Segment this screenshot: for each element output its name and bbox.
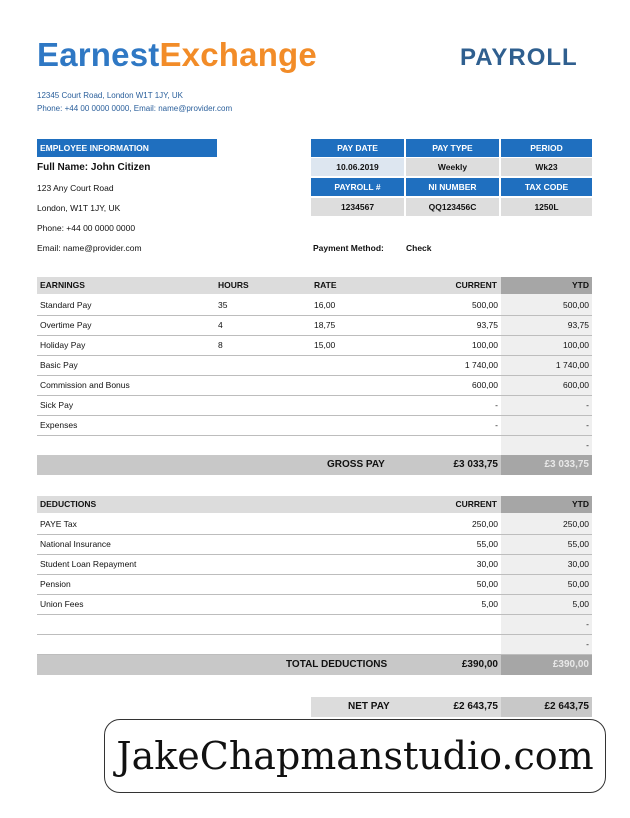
- earnings-row: [37, 375, 592, 396]
- gross-pay-row: [37, 455, 592, 475]
- earnings-row: [37, 415, 592, 436]
- deduction-row: [37, 594, 592, 615]
- deduction-item: PAYE Tax: [40, 519, 77, 529]
- deduction-ytd: 250,00: [563, 519, 589, 529]
- earnings-hours: 35: [218, 300, 228, 310]
- watermark: JakeChapmanstudio.com: [104, 719, 606, 793]
- earnings-current: -: [495, 400, 498, 410]
- tax-code-header: TAX CODE: [501, 178, 592, 196]
- earnings-current: 500,00: [472, 300, 498, 310]
- earnings-current: 1 740,00: [464, 360, 498, 370]
- earnings-rate: 15,00: [314, 340, 336, 350]
- employee-phone: Phone: +44 00 0000 0000: [37, 223, 136, 233]
- earnings-ytd: 600,00: [563, 380, 589, 390]
- total-deductions-ytd: £390,00: [552, 659, 589, 670]
- ytd-col-label: YTD: [572, 280, 589, 290]
- payment-method-label: Payment Method:: [313, 243, 384, 253]
- earnings-current: 600,00: [472, 380, 498, 390]
- deduction-item: Student Loan Repayment: [40, 559, 137, 569]
- deduction-item: Union Fees: [40, 599, 84, 609]
- earnings-row: [37, 355, 592, 376]
- employee-address-line1: 123 Any Court Road: [37, 183, 114, 193]
- earnings-item: Expenses: [40, 420, 78, 430]
- gross-pay-ytd: £3 033,75: [544, 459, 589, 470]
- earnings-item: Holiday Pay: [40, 340, 86, 350]
- net-pay-row: [311, 697, 592, 717]
- earnings-col-label: EARNINGS: [40, 280, 85, 290]
- deduction-current: 250,00: [472, 519, 498, 529]
- employee-name: Full Name: John Citizen: [37, 162, 151, 173]
- deduction-row: [37, 574, 592, 595]
- earnings-ytd: 100,00: [563, 340, 589, 350]
- employee-email: Email: name@provider.com: [37, 243, 142, 253]
- total-deductions-current: £390,00: [461, 659, 498, 670]
- rate-col-label: RATE: [314, 280, 337, 290]
- earnings-item: Overtime Pay: [40, 320, 92, 330]
- earnings-row: [37, 315, 592, 336]
- earnings-ytd: -: [586, 420, 589, 430]
- deduction-row: [37, 534, 592, 555]
- gross-pay-current: £3 033,75: [453, 459, 498, 470]
- company-logo: EarnestExchange: [37, 36, 317, 73]
- earnings-item: Basic Pay: [40, 360, 78, 370]
- deduction-current: 30,00: [476, 559, 498, 569]
- earnings-ytd: 500,00: [563, 300, 589, 310]
- earnings-rate: 18,75: [314, 320, 336, 330]
- earnings-row: [37, 395, 592, 416]
- deductions-ytd-col-label: YTD: [572, 499, 589, 509]
- deduction-row: [37, 614, 592, 635]
- tax-code-value: 1250L: [501, 198, 592, 216]
- ni-number-value: QQ123456C: [406, 198, 499, 216]
- earnings-hours: 8: [218, 340, 223, 350]
- deductions-col-label: DEDUCTIONS: [40, 499, 97, 509]
- payroll-number-value: 1234567: [311, 198, 404, 216]
- earnings-ytd: -: [586, 440, 589, 450]
- deduction-ytd: -: [586, 619, 589, 629]
- payroll-number-header: PAYROLL #: [311, 178, 404, 196]
- deduction-item: Pension: [40, 579, 71, 589]
- pay-date-header: PAY DATE: [311, 139, 404, 157]
- net-pay-ytd: £2 643,75: [544, 701, 589, 712]
- pay-type-header: PAY TYPE: [406, 139, 499, 157]
- earnings-current: -: [495, 420, 498, 430]
- earnings-rate: 16,00: [314, 300, 336, 310]
- ni-number-header: NI NUMBER: [406, 178, 499, 196]
- period-header: PERIOD: [501, 139, 592, 157]
- deduction-current: 5,00: [481, 599, 498, 609]
- earnings-row: [37, 435, 592, 456]
- earnings-current: 93,75: [476, 320, 498, 330]
- earnings-hours: 4: [218, 320, 223, 330]
- company-contact: Phone: +44 00 0000 0000, Email: name@provider.com: [37, 104, 233, 113]
- earnings-item: Sick Pay: [40, 400, 74, 410]
- deductions-header-row: [37, 496, 592, 513]
- payment-method-value: Check: [406, 243, 432, 253]
- pay-date-value: 10.06.2019: [311, 158, 404, 176]
- deductions-current-col-label: CURRENT: [455, 499, 497, 509]
- deduction-row: [37, 514, 592, 535]
- hours-col-label: HOURS: [218, 280, 249, 290]
- deduction-ytd: 55,00: [567, 539, 589, 549]
- earnings-ytd: 93,75: [567, 320, 589, 330]
- total-deductions-row: [37, 655, 592, 675]
- deduction-ytd: 30,00: [567, 559, 589, 569]
- deduction-ytd: 50,00: [567, 579, 589, 589]
- employee-address-line2: London, W1T 1JY, UK: [37, 203, 121, 213]
- earnings-item: Standard Pay: [40, 300, 92, 310]
- total-deductions-label: TOTAL DEDUCTIONS: [286, 659, 388, 670]
- earnings-row: [37, 295, 592, 316]
- deduction-row: [37, 554, 592, 575]
- net-pay-label: NET PAY: [348, 701, 390, 712]
- deduction-row: [37, 634, 592, 655]
- earnings-item: Commission and Bonus: [40, 380, 130, 390]
- employee-info-header: EMPLOYEE INFORMATION: [37, 139, 217, 157]
- gross-pay-label: GROSS PAY: [327, 459, 385, 470]
- deduction-ytd: 5,00: [572, 599, 589, 609]
- earnings-ytd: 1 740,00: [555, 360, 589, 370]
- deduction-ytd: -: [586, 639, 589, 649]
- deduction-item: National Insurance: [40, 539, 111, 549]
- document-title: PAYROLL: [460, 44, 578, 71]
- earnings-ytd: -: [586, 400, 589, 410]
- pay-type-value: Weekly: [406, 158, 499, 176]
- deduction-current: 55,00: [476, 539, 498, 549]
- company-address: 12345 Court Road, London W1T 1JY, UK: [37, 91, 184, 100]
- deduction-current: 50,00: [476, 579, 498, 589]
- current-col-label: CURRENT: [455, 280, 497, 290]
- earnings-row: [37, 335, 592, 356]
- period-value: Wk23: [501, 158, 592, 176]
- earnings-current: 100,00: [472, 340, 498, 350]
- net-pay-current: £2 643,75: [453, 701, 498, 712]
- earnings-header-row: [37, 277, 592, 294]
